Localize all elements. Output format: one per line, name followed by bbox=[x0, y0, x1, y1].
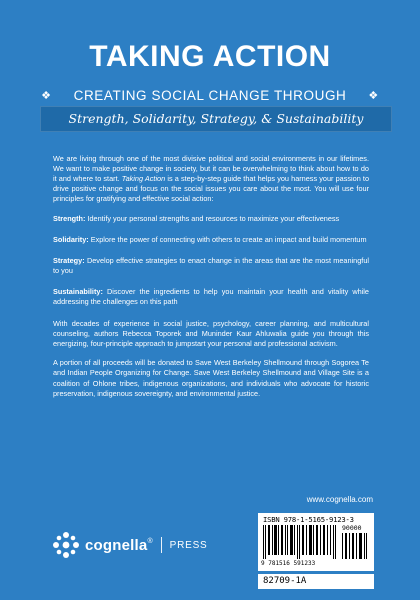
cognella-logo-icon bbox=[52, 531, 80, 559]
intro-paragraph bbox=[53, 154, 369, 204]
intro-text-a: We are living through one of the most divisive political and social environments in our lifetimes. We want to make positive change in society, but it can be overwhelming to think about how to do it and where to start. bbox=[53, 154, 369, 184]
principle-term: Strength: bbox=[53, 213, 86, 223]
price-code: 90000 bbox=[342, 524, 362, 532]
publisher-logo bbox=[52, 530, 208, 560]
tagline: Strength, Solidarity, Strategy, & Sustainability bbox=[68, 111, 364, 126]
principle-strategy bbox=[53, 256, 369, 276]
intro-text-b: is a step-by-step guide that helps you harness your passion to drive positive change and focus on the social issues you care about the most. You will use four principles for gratifying and effective social action: bbox=[53, 174, 369, 204]
principle-term: Strategy: bbox=[53, 256, 85, 266]
ornament-left-icon: ❖ bbox=[41, 90, 52, 102]
price-barcode-icon bbox=[342, 533, 368, 559]
subtitle: CREATING SOCIAL CHANGE THROUGH bbox=[73, 88, 347, 103]
principle-term: Sustainability: bbox=[53, 287, 103, 297]
principle-strength bbox=[53, 214, 369, 224]
proceeds-paragraph: A portion of all proceeds will be donated to Save West Berkeley Shellmound through Sogorea Te and Indian People Organizing for Change. Save West Berkeley Shellmound and Village Site is a coalition of Ohlone tribes, indigenous organizations, and individuals who advocate for historic preservation, indigenous sovereignty, and environmental justice. bbox=[53, 358, 369, 398]
registered-mark: ® bbox=[147, 537, 153, 545]
isbn-barcode bbox=[258, 513, 374, 571]
back-cover-copy bbox=[53, 154, 369, 408]
book-title: TAKING ACTION bbox=[89, 40, 331, 73]
barcode-digits: 9 781516 591233 bbox=[261, 560, 316, 567]
principle-solidarity bbox=[53, 235, 369, 245]
principle-text: Discover the ingredients to help you maintain your health and vitality while addressing the challenges on this path bbox=[53, 287, 369, 307]
logo-divider bbox=[161, 537, 162, 553]
tagline-band bbox=[40, 106, 392, 132]
intro-book-title: Taking Action bbox=[121, 174, 166, 184]
principle-term: Solidarity: bbox=[53, 235, 89, 245]
item-code: 82709-1A bbox=[258, 574, 374, 589]
publisher-website: www.cognella.com bbox=[306, 495, 373, 504]
isbn-number: ISBN 978-1-5165-9123-3 bbox=[263, 515, 354, 524]
publisher-imprint: PRESS bbox=[169, 539, 208, 551]
ean-barcode-icon bbox=[263, 525, 337, 559]
principle-text: Explore the power of connecting with others to create an impact and build momentum bbox=[88, 235, 367, 245]
principle-sustainability bbox=[53, 287, 369, 307]
authors-paragraph: With decades of experience in social justice, psychology, career planning, and multicultural counseling, authors Rebecca Toporek and Muninder Kaur Ahluwalia guide you through this energizing, four-principle approach to jumpstart your personal and professional activism. bbox=[53, 318, 369, 348]
principle-text: Identify your personal strengths and resources to maximize your effectiveness bbox=[85, 213, 340, 223]
ornament-right-icon: ❖ bbox=[368, 90, 379, 102]
principle-text: Develop effective strategies to enact change in the areas that are the most meaningful to you bbox=[53, 256, 369, 276]
subtitle-row bbox=[0, 88, 420, 103]
publisher-name: cognella bbox=[85, 536, 148, 554]
